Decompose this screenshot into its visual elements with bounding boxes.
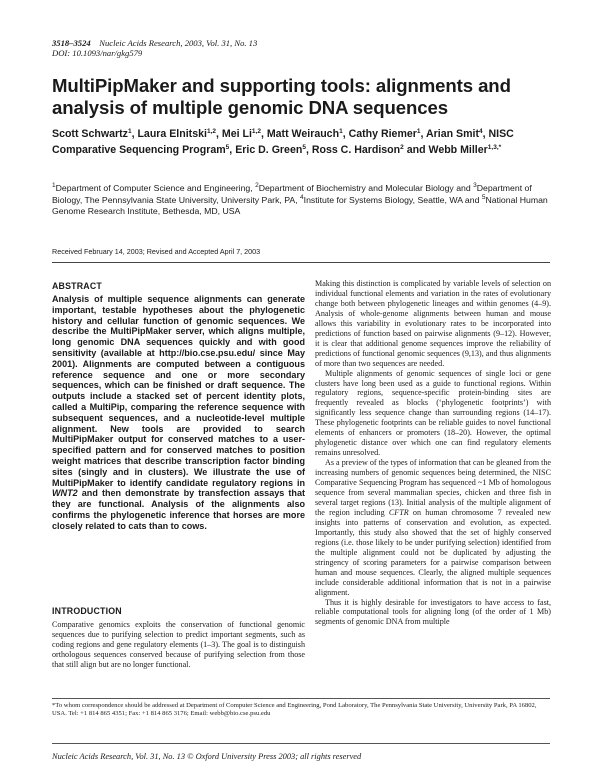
affiliation-text: Department of Computer Science and Engineering, xyxy=(55,183,253,193)
received-dates: Received February 14, 2003; Revised and Accepted April 7, 2003 xyxy=(52,247,261,256)
abstract-part-1: Analysis of multiple sequence alignments can generate important, testable hypotheses about the phylogenetic history and cellular function of genomic sequences. We describe the MultiPipMaker server, which aligns multiple, long genomic DNA sequences quickly and with good sensitivity (available at http://bio.cse.psu.edu/ since May 2001). Alignments are computed between a contiguous reference sequence and one or more secondary sequences, which can be finished or draft sequence. The outputs include a stacked set of percent identity plots, called a MultiPip, comparing the reference sequence with subsequent sequences, and a nucleotide-level multiple alignment. New tools are provided to search MultiPipMaker output for conserved matches to a user-specified pattern and for conserved matches to position weight matrices that describe transcription factor binding sites (singly and in clusters). We illustrate the use of MultiPipMaker to identify candidate regulatory regions in xyxy=(52,294,305,488)
author-name: Laura Elnitski xyxy=(137,128,207,140)
abstract-gene: WNT2 xyxy=(52,488,78,499)
abstract-heading: ABSTRACT xyxy=(52,281,102,291)
right-paragraph-2: Multiple alignments of genomic sequences of single loci or gene clusters have long been used as a guide to functional regions. Within regulatory regions, sequence-specific protein-binding sites are frequently revealed as blocks (‘phylogenetic footprints’) with significantly less sequence change than surrounding regions (14–17). These phylogenetic footprints can be reliable guides to novel functional elements of enhancers or promoters (18–20). However, the optimal phylogenetic distance over which one can find regulatory elements remains unresolved. xyxy=(315,368,551,458)
right-paragraph-3 xyxy=(315,458,551,597)
author-name: Arian Smit xyxy=(426,128,479,140)
abstract-text xyxy=(52,294,305,532)
introduction-text xyxy=(52,620,305,670)
right-column-text xyxy=(315,279,551,627)
author-conjunction: and xyxy=(406,144,426,156)
cftr-gene: CFTR xyxy=(388,507,409,517)
author-name: Eric D. Green xyxy=(235,144,303,156)
right-paragraph-1: Making this distinction is complicated by variable levels of selection on individual functional elements and variation in the rates of evolutionary change both between phylogenetic lineages and within genomes (4–9). Analysis of whole-genome alignments between human and mouse allows this variability in evolutionary rates to be incorporated into predictions of function based on pairwise alignments (9–12). However, it is clear that additional genome sequences improve the reliability of predictions of functional genomic sequences (9,13), and thus alignments of more than two sequences are needed. xyxy=(315,279,551,368)
author-affiliation-mark: 1 xyxy=(339,128,343,135)
author-affiliation-mark: 5 xyxy=(225,144,230,151)
divider xyxy=(52,262,550,263)
author-affiliation-mark: 1 xyxy=(127,128,132,135)
introduction-heading: INTRODUCTION xyxy=(52,606,122,616)
correspondence-footnote: *To whom correspondence should be addressed at Department of Computer Science and Engineering, Pond Laboratory, The Pennsylvania State University, University Park, PA 16802, USA. Tel: +1 814 865 4351; Fax: +1 814 865 3176; Email: webb@bio.cse.psu.edu xyxy=(52,702,537,717)
author-affiliation-mark: 5 xyxy=(302,144,306,151)
author-name: Mei Li xyxy=(221,128,252,140)
affiliation-text: National Human Genome Research Institute, Bethesda, MD, USA xyxy=(52,194,548,217)
author-name: Cathy Riemer xyxy=(348,128,417,140)
affiliation-text: Department of Biochemistry and Molecular Biology and xyxy=(258,183,471,193)
right-paragraph-4: Thus it is highly desirable for investigators to have access to fast, reliable computational tools for aligning long (of the order of 1 Mb) segments of genomic DNA from multiple xyxy=(315,597,551,627)
affiliation-mark: 1 xyxy=(52,182,56,189)
affiliation-mark: 5 xyxy=(481,193,486,201)
journal-footer: Nucleic Acids Research, Vol. 31, No. 13 © Oxford University Press 2003; all rights reserved xyxy=(52,752,362,761)
author-name: Matt Weirauch xyxy=(266,128,340,140)
right-paragraph-3-part-2: on human chromosome 7 revealed new insights into patterns of conservation and evolution, as expected. Importantly, this study also showed that the set of highly conserved regions (i.e. those likely to be under purifying selection) identified from the multiple alignment could not be duplicated by adjusting the stringency of scoring parameters for a pairwise comparison between human and mouse sequences. Clearly, the aligned multiple sequences include considerable additional information that is not in a pairwise alignment. xyxy=(315,507,551,597)
journal-citation: Nucleic Acids Research, 2003, Vol. 31, No. 13 xyxy=(99,38,258,48)
author-name: Scott Schwartz xyxy=(52,128,128,140)
author-affiliation-mark: 2 xyxy=(400,144,404,151)
journal-header xyxy=(52,38,552,58)
author-affiliation-mark: 1,3,* xyxy=(487,144,502,151)
author-name: Ross C. Hardison xyxy=(311,144,401,156)
right-paragraph-3-part-1: As a preview of the types of information that can be gleaned from the increasing numbers of genomic sequences being determined, the NISC Comparative Sequencing Program has sequenced ~1 Mb of homologous sequence from several mammalian species, chicken and three fish in several target regions (13). Initial analysis of the multiple alignment of the region including xyxy=(315,458,551,517)
author-name: NISC Comparative Sequencing Program xyxy=(52,128,514,156)
affiliation-text: Department of Biology, The Pennsylvania State University, University Park, PA, xyxy=(52,183,532,205)
author-affiliation-mark: 1,2 xyxy=(206,128,216,135)
footnote-divider xyxy=(52,698,550,699)
paper-title: MultiPipMaker and supporting tools: alignments and analysis of multiple genomic DNA sequences xyxy=(52,75,511,118)
author-affiliation-mark: 4 xyxy=(478,128,483,135)
affiliation-mark: 3 xyxy=(473,182,477,189)
affiliation-mark: 2 xyxy=(255,182,259,189)
author-list: Scott Schwartz$^1$, Laura Elnitski$^{1,2}$, Mei Li$^{1,2}$, Matt Weirauch$^1$, Cathy Riemer$^1$, Arian Smit$^4$, NISC Comparative Sequencing Program$^5$, Eric D. Green$^5$, Ross C. Hardison$^2$ and Webb Miller$^{1,3,*}$ xyxy=(52,128,514,156)
affiliation-mark: 4 xyxy=(300,193,304,201)
introduction-paragraph: Comparative genomics exploits the conservation of functional genomic sequences due to purifying selection to predict important segments, such as coding regions and gene regulatory elements (1–3). The goal is to distinguish orthologous sequences conserved because of purifying selection from those that still align but are no longer functional. xyxy=(52,620,305,669)
author-affiliation-mark: 1,2 xyxy=(251,128,261,135)
abstract-part-2: and then demonstrate by transfection assays that they are functional. Analysis of the alignments also confirms the phylogenetic inference that horses are more closely related to cats than to cows. xyxy=(52,488,306,531)
footer-divider xyxy=(52,743,550,744)
author-affiliation-mark: 1 xyxy=(416,128,421,135)
page-range: 3518–3524 xyxy=(52,38,91,48)
affiliation-text: Institute for Systems Biology, Seattle, WA and xyxy=(303,194,480,205)
doi: DOI: 10.1093/nar/gkg579 xyxy=(52,48,143,58)
affiliations xyxy=(52,183,552,218)
author-name: Webb Miller xyxy=(428,144,488,156)
